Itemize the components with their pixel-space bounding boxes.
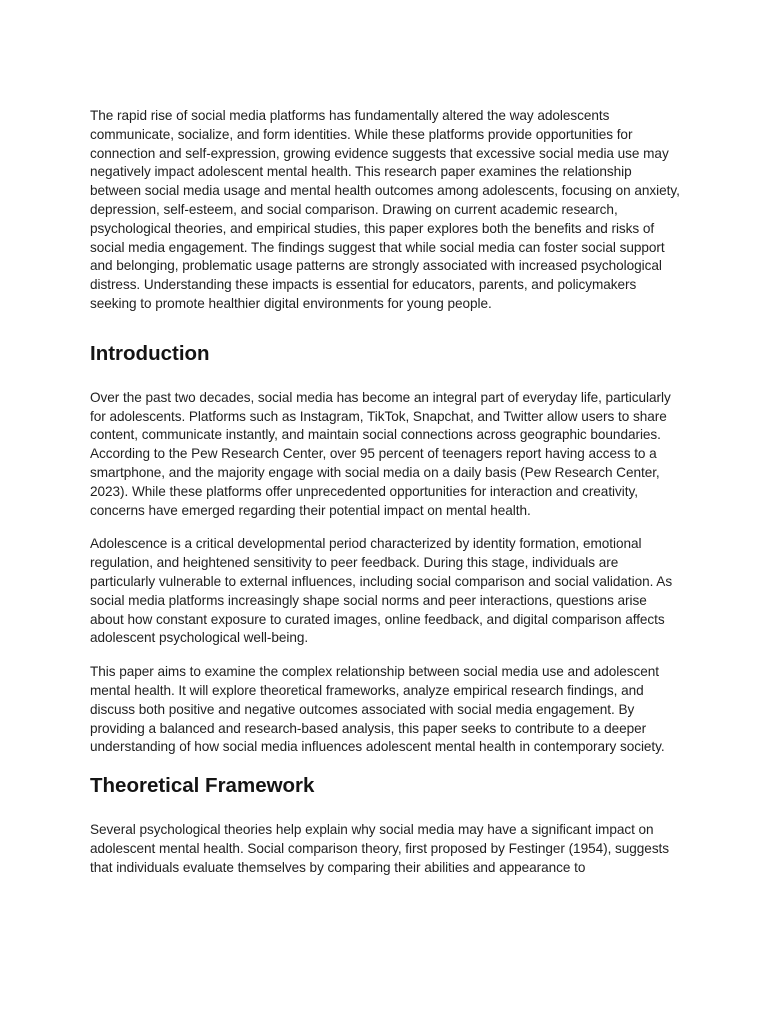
theoretical-framework-paragraph-1: Several psychological theories help explain why social media may have a significant impact on adolescent mental health. Social comparison theory, first proposed by Festinger (1954), suggests that individuals evaluate themselves by comparing their abilities and appearance to [90, 822, 670, 875]
introduction-paragraph-3: This paper aims to examine the complex relationship between social media use and adolescent mental health. It will explore theoretical frameworks, analyze empirical research findings, and discuss both positive and negative outcomes associated with social media engagement. By providing a balanced and research-based analysis, this paper seeks to contribute to a deeper understanding of how social media influences adolescent mental health in contemporary society. [90, 664, 665, 755]
abstract-paragraph: The rapid rise of social media platforms has fundamentally altered the way adolescents communicate, socialize, and form identities. While these platforms provide opportunities for connection and self-expression, growing evidence suggests that excessive social media use may negatively impact adolescent mental health. This research paper examines the relationship between social media usage and mental health outcomes among adolescents, focusing on anxiety, depression, self-esteem, and social comparison. Drawing on current academic research, psychological theories, and empirical studies, this paper explores both the benefits and risks of social media engagement. The findings suggest that while social media can foster social support and belonging, problematic usage patterns are strongly associated with increased psychological distress. Understanding these impacts is essential for educators, parents, and policymakers seeking to promote healthier digital environments for young people. [90, 108, 680, 311]
document-page [90, 107, 680, 893]
theoretical-framework-heading: Theoretical Framework [90, 774, 315, 798]
introduction-paragraph-2: Adolescence is a critical developmental period characterized by identity formation, emotional regulation, and heightened sensitivity to peer feedback. During this stage, individuals are particularly vulnerable to external influences, including social comparison and social validation. As social media platforms increasingly shape social norms and peer interactions, questions arise about how constant exposure to curated images, online feedback, and digital comparison affects adolescent psychological well-being. [90, 536, 673, 646]
introduction-paragraph-1: Over the past two decades, social media has become an integral part of everyday life, particularly for adolescents. Platforms such as Instagram, TikTok, Snapchat, and Twitter allow users to share content, communicate instantly, and maintain social connections across geographic boundaries. According to the Pew Research Center, over 95 percent of teenagers report having access to a smartphone, and the majority engage with social media on a daily basis (Pew Research Center, 2023). While these platforms offer unprecedented opportunities for interaction and creativity, concerns have emerged regarding their potential impact on mental health. [90, 389, 671, 518]
introduction-heading: Introduction [90, 341, 210, 365]
